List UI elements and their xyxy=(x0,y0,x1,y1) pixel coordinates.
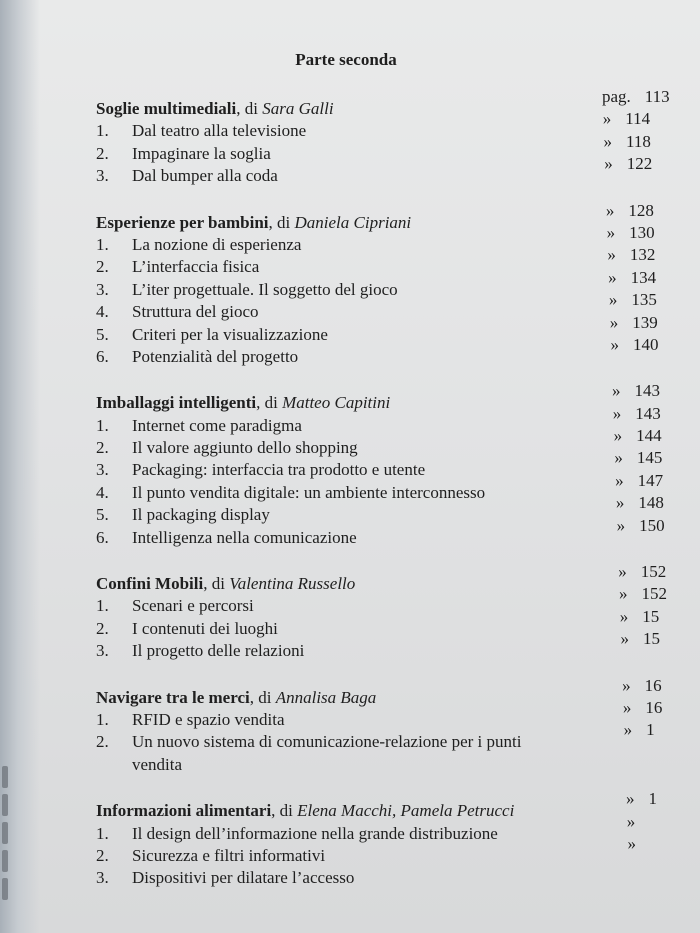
guillemet: » xyxy=(622,697,632,717)
chapter-name: Esperienze per bambini xyxy=(96,212,269,232)
page-ref xyxy=(627,833,650,855)
section-title: Intelligenza nella comunicazione xyxy=(132,527,357,547)
author-separator: , di xyxy=(203,574,230,594)
page-ref xyxy=(616,492,664,514)
guillemet: » xyxy=(613,426,623,446)
section-title: Internet come paradigma xyxy=(132,415,302,435)
page-number: 152 xyxy=(640,562,667,582)
table-of-contents xyxy=(96,50,700,914)
page-number: 144 xyxy=(636,426,662,446)
section-number: 5. xyxy=(96,324,109,344)
section-number: 3. xyxy=(96,641,109,661)
section-row xyxy=(96,720,700,753)
guillemet: » xyxy=(612,403,622,423)
page-ref xyxy=(606,200,654,222)
page-ref xyxy=(604,131,651,153)
guillemet: » xyxy=(618,562,627,582)
chapter-name: Soglie multimediali xyxy=(96,99,237,118)
section-number: 2. xyxy=(96,732,109,752)
page-ref xyxy=(623,697,663,719)
chapter-author: Valentina Russello xyxy=(229,574,356,594)
chapter-name: Imballaggi intelligenti xyxy=(96,393,257,413)
guillemet: » xyxy=(608,267,617,287)
section-row xyxy=(96,426,700,459)
page-number: 15 xyxy=(642,606,660,626)
guillemet: » xyxy=(627,833,636,853)
section-row xyxy=(96,154,700,187)
part-title: Parte seconda xyxy=(295,50,397,69)
page-number: 128 xyxy=(628,200,654,220)
section-continuation xyxy=(96,754,700,776)
section-number: 1. xyxy=(96,121,109,141)
guillemet: » xyxy=(618,584,628,604)
chapter-name: Confini Mobili xyxy=(96,574,204,594)
page-ref xyxy=(617,515,665,537)
section-title: Dal bumper alla coda xyxy=(132,166,278,186)
section-row xyxy=(96,629,700,662)
page-number: 139 xyxy=(632,312,658,332)
section-title: Dal teatro alla televisione xyxy=(132,121,307,141)
guillemet: » xyxy=(614,448,623,468)
guillemet: » xyxy=(606,222,616,242)
section-title: L’iter progettuale. Il soggetto del gioco xyxy=(132,279,398,299)
page-ref xyxy=(602,86,670,108)
page-ref xyxy=(622,675,662,697)
page-number: 135 xyxy=(631,290,657,310)
page-ref xyxy=(612,380,660,402)
section-title: Scenari e percorsi xyxy=(132,596,254,616)
page-ref xyxy=(610,334,658,356)
page-number: 16 xyxy=(645,697,663,717)
section-title: La nozione di esperienza xyxy=(132,234,302,254)
page-ref xyxy=(615,470,663,492)
guillemet: » xyxy=(619,606,629,626)
page-ref xyxy=(610,312,658,334)
section-title: Potenzialità del progetto xyxy=(132,346,299,366)
author-separator: , di xyxy=(256,393,283,413)
author-separator: , di xyxy=(271,801,298,821)
guillemet: » xyxy=(612,381,621,401)
chapter xyxy=(96,675,700,777)
section-row xyxy=(96,493,700,526)
section-title: Un nuovo sistema di comunicazione-relazione per i punti xyxy=(132,732,522,752)
chapter-author: Annalisa Baga xyxy=(275,687,377,707)
section-number: 3. xyxy=(96,166,109,186)
page-number: 143 xyxy=(635,403,661,423)
section-title: L’interfaccia fisica xyxy=(132,257,260,277)
section-title: Il punto vendita digitale: un ambiente interconnesso xyxy=(132,482,486,502)
section-number: 6. xyxy=(96,346,109,366)
section-number: 2. xyxy=(96,618,109,638)
author-separator: , di xyxy=(268,212,295,232)
page-ref xyxy=(613,403,661,425)
guillemet: » xyxy=(623,720,633,740)
chapter-list xyxy=(96,87,700,890)
chapter xyxy=(96,789,700,890)
chapter xyxy=(96,381,700,549)
guillemet: » xyxy=(602,109,612,129)
section-number: 2. xyxy=(96,143,109,163)
guillemet: » xyxy=(604,154,613,174)
guillemet: » xyxy=(620,629,629,649)
chapter-name: Navigare tra le merci xyxy=(96,687,250,707)
guillemet: » xyxy=(625,789,635,809)
section-number: 6. xyxy=(96,527,109,547)
section-title: Criteri per la visualizzazione xyxy=(132,324,328,344)
section-number: 1. xyxy=(96,234,109,254)
chapter-title xyxy=(96,789,700,822)
guillemet: » xyxy=(608,290,618,310)
chapter-title xyxy=(96,675,700,709)
section-number: 4. xyxy=(96,302,109,322)
section-title: Dispositivi per dilatare l’accesso xyxy=(132,868,355,888)
chapter-author: Daniela Cipriani xyxy=(294,212,412,232)
page-number: 1 xyxy=(646,720,655,740)
page-ref xyxy=(624,719,655,741)
section-number: 4. xyxy=(96,482,109,502)
edge-marks xyxy=(2,760,16,930)
page-ref xyxy=(620,606,660,628)
page-number: 113 xyxy=(644,87,670,106)
section-title: Struttura del gioco xyxy=(132,302,259,322)
author-separator: , di xyxy=(236,99,263,118)
guillemet: » xyxy=(616,515,626,535)
page-number: 148 xyxy=(638,493,664,513)
page-number: 143 xyxy=(634,381,661,401)
section-title: RFID e spazio vendita xyxy=(132,709,285,729)
section-number: 3. xyxy=(96,868,109,888)
section-title: Sicurezza e filtri informativi xyxy=(132,845,326,865)
section-number: 1. xyxy=(96,596,109,616)
page-ref xyxy=(607,222,655,244)
page-number: 147 xyxy=(637,470,664,490)
page-ref xyxy=(609,289,657,311)
guillemet: » xyxy=(603,131,613,151)
chapter xyxy=(96,87,700,188)
section-number: 2. xyxy=(96,845,109,865)
section-number: 5. xyxy=(96,505,109,525)
section-number: 2. xyxy=(96,257,109,277)
section-title: Il packaging display xyxy=(132,505,270,525)
page-ref xyxy=(614,447,662,469)
page-ref xyxy=(603,108,650,130)
section-number: 1. xyxy=(96,709,109,729)
page-ref xyxy=(618,561,666,583)
page-number: 118 xyxy=(626,131,651,151)
section-row xyxy=(96,867,700,889)
page-number: 150 xyxy=(639,515,665,535)
chapter-author: Matteo Capitini xyxy=(282,393,391,413)
page-number: 122 xyxy=(626,154,653,174)
page-number: 1 xyxy=(648,789,657,809)
chapter-title xyxy=(96,562,700,595)
guillemet: » xyxy=(615,493,625,513)
chapter-author: Sara Galli xyxy=(262,99,334,118)
guillemet: » xyxy=(610,334,619,354)
page-ref xyxy=(626,788,657,810)
chapter-author: Elena Macchi, Pamela Petrucci xyxy=(297,801,515,821)
section-number: 2. xyxy=(96,438,109,458)
author-separator: , di xyxy=(249,687,276,707)
page-number: 134 xyxy=(630,267,657,287)
guillemet: » xyxy=(607,245,616,265)
chapter-name: Informazioni alimentari xyxy=(96,801,272,821)
guillemet: » xyxy=(622,675,631,695)
section-title: Il design dell’informazione nella grande distribuzione xyxy=(132,823,498,843)
chapter-title xyxy=(96,381,700,414)
chapter xyxy=(96,562,700,663)
page-ref xyxy=(620,628,660,650)
section-title: I contenuti dei luoghi xyxy=(132,618,278,638)
page-ref xyxy=(619,583,667,605)
page-number: 16 xyxy=(644,675,662,695)
page-number: 140 xyxy=(632,334,659,354)
page-ref xyxy=(604,153,652,175)
guillemet: » xyxy=(615,470,624,490)
page-number: 15 xyxy=(642,629,660,649)
guillemet: » xyxy=(626,811,636,831)
section-title: Il valore aggiunto dello shopping xyxy=(132,438,358,458)
section-number: 1. xyxy=(96,415,109,435)
section-number: 3. xyxy=(96,279,109,299)
guillemet: pag. xyxy=(602,87,631,106)
section-title-continued: vendita xyxy=(132,754,183,774)
page-ref xyxy=(608,267,656,289)
page-number: 114 xyxy=(625,109,651,129)
section-title: Impaginare la soglia xyxy=(132,143,271,163)
section-number: 3. xyxy=(96,460,109,480)
page-number: 130 xyxy=(629,222,655,242)
section-number: 1. xyxy=(96,823,109,843)
page-ref xyxy=(614,425,662,447)
section-title: Packaging: interfaccia tra prodotto e utente xyxy=(132,460,426,480)
section-title: Il progetto delle relazioni xyxy=(132,641,305,661)
page-number: 145 xyxy=(636,448,663,468)
chapter xyxy=(96,200,700,369)
page-ref xyxy=(607,244,655,266)
guillemet: » xyxy=(605,200,615,220)
page-number: 132 xyxy=(629,245,656,265)
page-ref xyxy=(627,811,650,833)
page-number: 152 xyxy=(641,584,667,604)
guillemet: » xyxy=(609,312,619,332)
